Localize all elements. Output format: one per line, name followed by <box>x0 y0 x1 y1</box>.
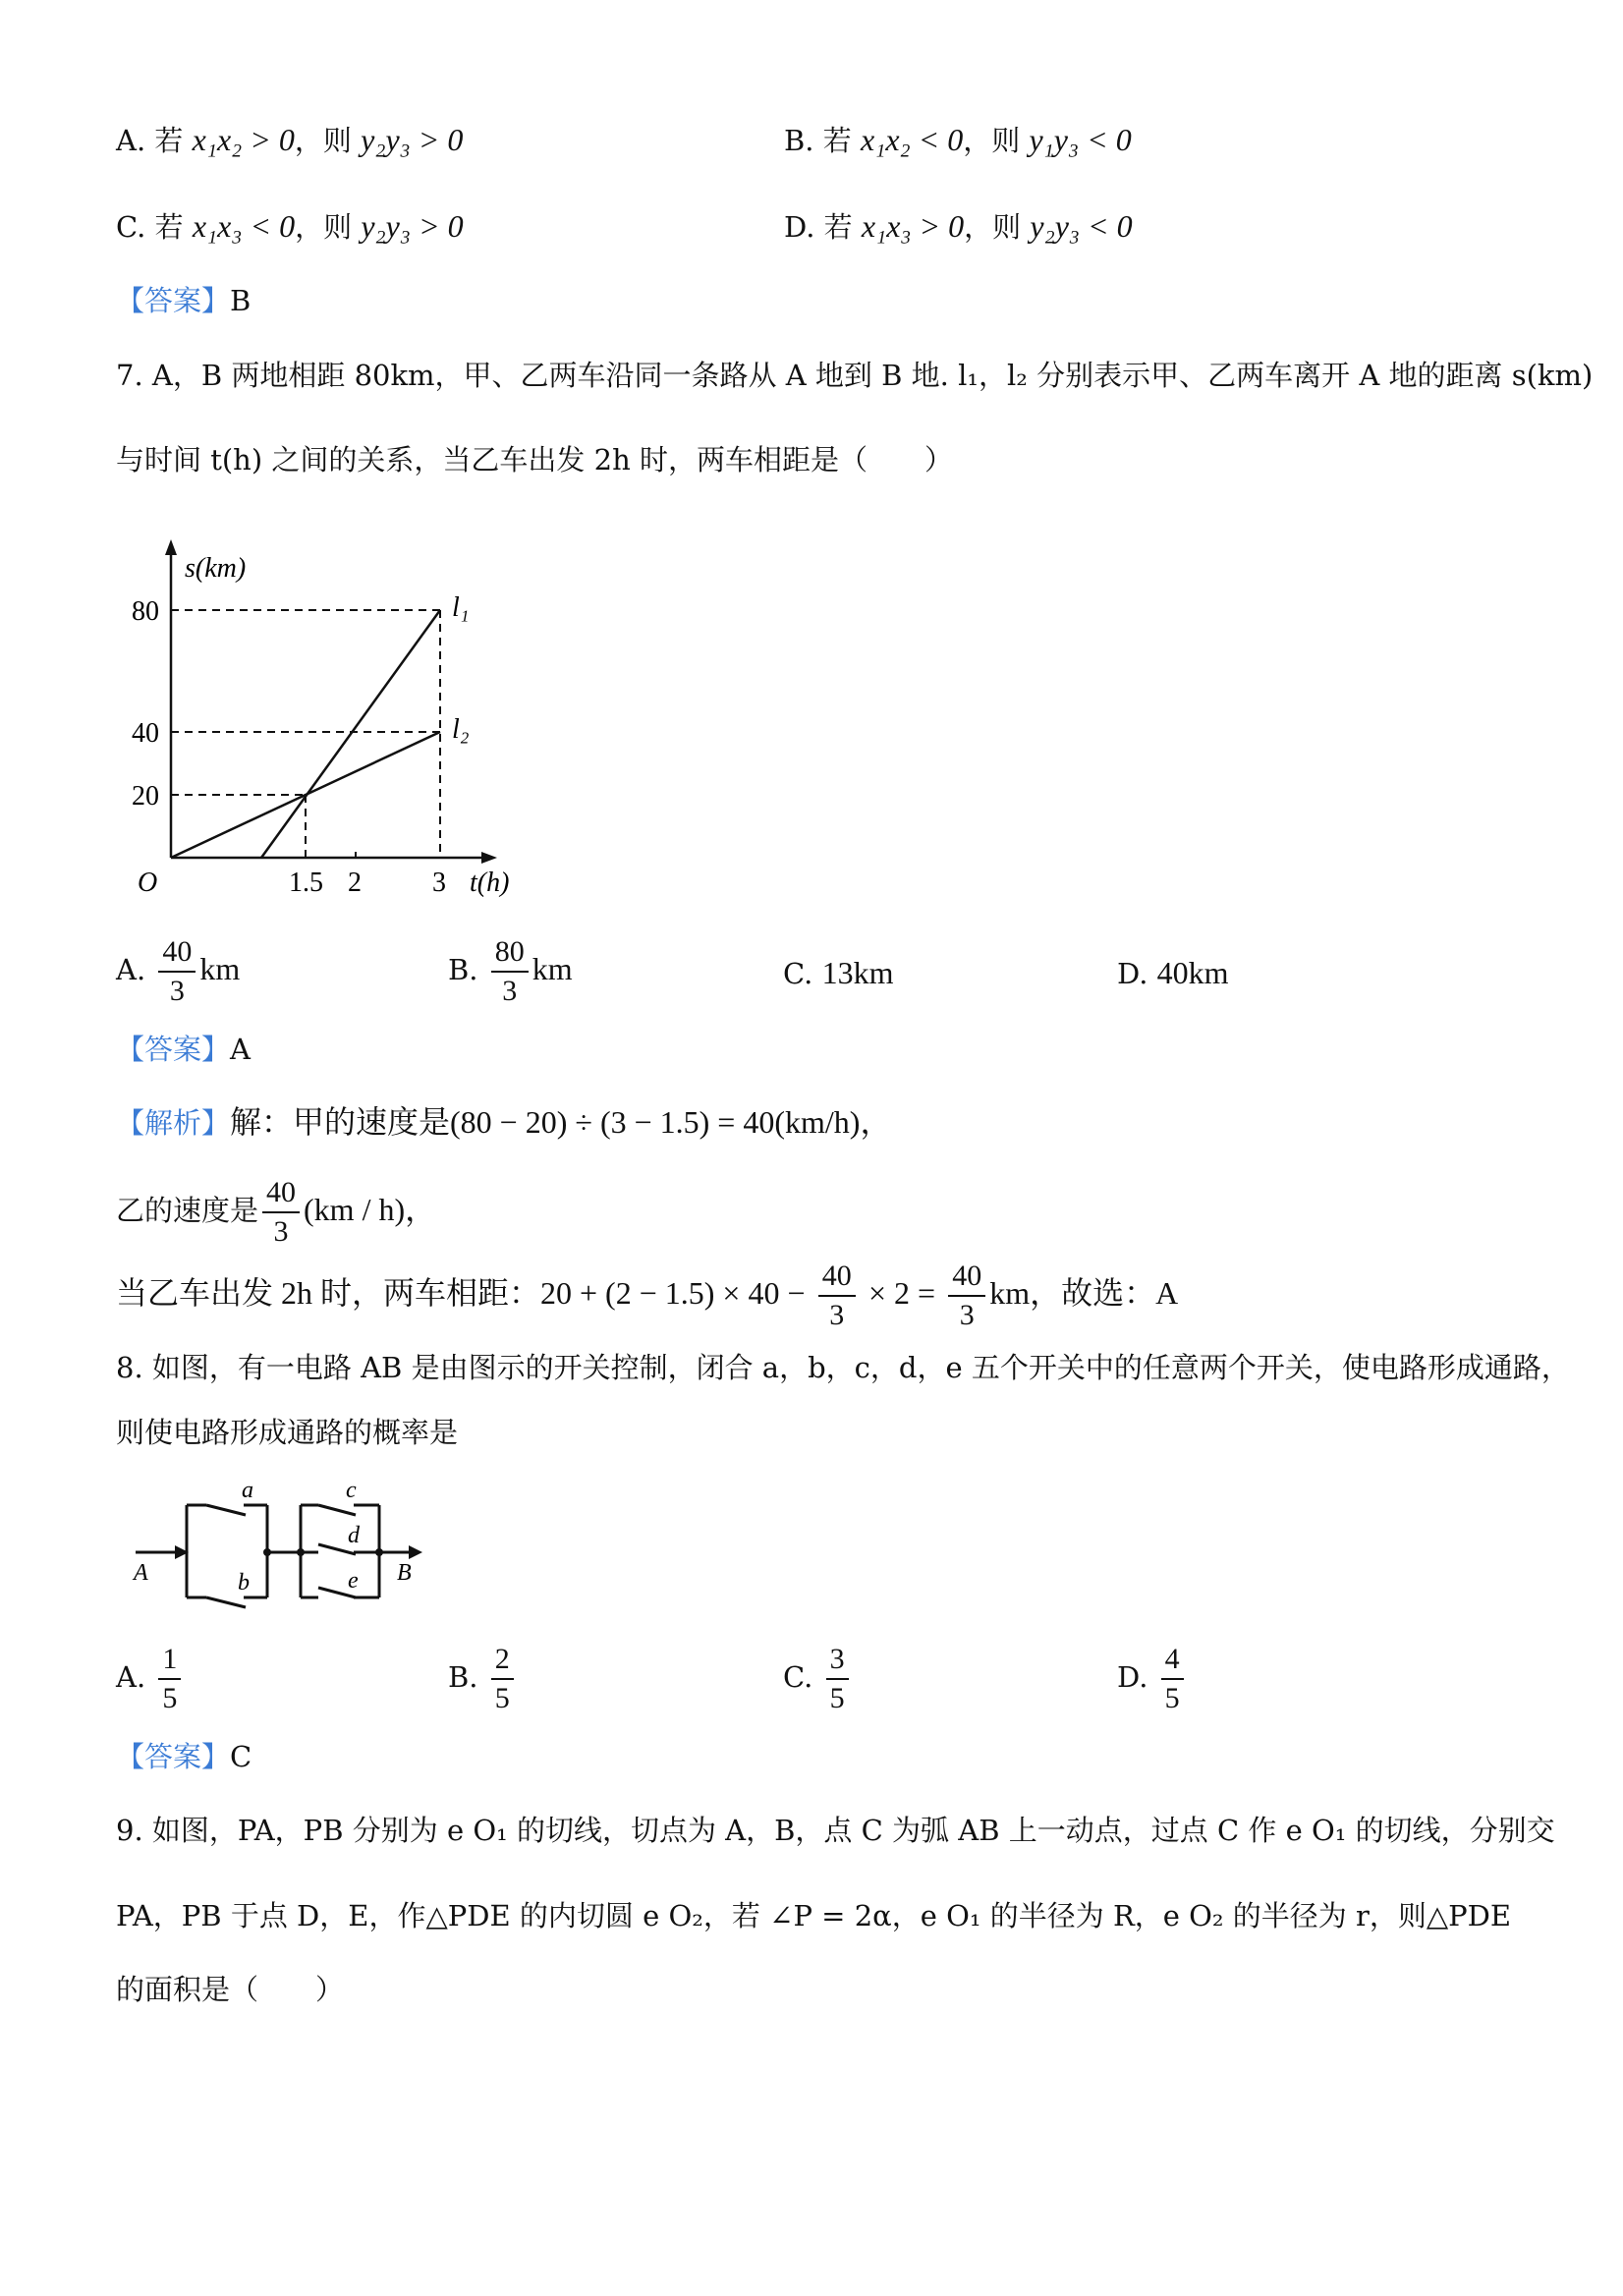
q7-option-c: C. 13km <box>783 955 894 990</box>
q6-option-a: A. 若 x₁x₂ > 0，则 y₂y₃ > 0 <box>116 122 464 157</box>
q8-option-c: C. $\frac{3}{5}$ <box>783 1641 853 1717</box>
terminal-b-label: B <box>397 1560 412 1586</box>
switch-a-label: a <box>242 1478 253 1503</box>
switch-d-label: d <box>348 1523 360 1548</box>
y-tick-40: 40 <box>132 718 159 749</box>
q7-stem-line1: 7. A，B 两地相距 80km，甲、乙两车沿同一条路从 A 地到 B 地. l₁，l₂ 分别表示甲、乙两车离开 A 地的距离 s(km) <box>116 359 1594 392</box>
origin-label: O <box>138 868 158 898</box>
q7-distance-time-graph <box>116 535 538 909</box>
q6-option-d: D. 若 x₁x₃ > 0，则 y₂y₃ < 0 <box>784 208 1133 244</box>
q8-circuit-diagram <box>128 1474 432 1611</box>
switch-b-label: b <box>238 1570 250 1596</box>
switch-c-label: c <box>346 1478 357 1503</box>
q9-stem-line1: 9. 如图，PA，PB 分别为 e O₁ 的切线，切点为 A，B，点 C 为弧 AB 上一动点，过点 C 作 e O₁ 的切线，分别交 <box>116 1814 1555 1847</box>
q8-option-a: A. $\frac{1}{5}$ <box>116 1641 185 1717</box>
q7-option-a: A. $\frac{40}{3}$ km <box>116 935 241 1007</box>
q6-option-b: B. 若 x₁x₂ < 0，则 y₁y₃ < 0 <box>784 122 1132 157</box>
x-tick-3: 3 <box>432 868 446 898</box>
line-label-l2: l₂ <box>452 714 470 745</box>
q7-analysis-line2: 乙的速度是 $\frac{40}{3}$ (km / h)， <box>116 1176 437 1248</box>
q7-stem-line2: 与时间 t(h) 之间的关系，当乙车出发 2h 时，两车相距是（ ） <box>116 443 953 476</box>
q9-stem-line3: 的面积是（ ） <box>116 1973 345 2006</box>
q6-answer: 【答案】B <box>116 284 252 317</box>
analysis-tag: 【解析】 <box>116 1106 231 1140</box>
y-tick-80: 80 <box>132 596 159 627</box>
y-tick-20: 20 <box>132 781 159 812</box>
q7-analysis-line3: 当乙车出发 2h 时，两车相距：20 + (2 − 1.5) × 40 − $\frac{40}{3}$ × 2 = $\frac{40}{3}$ km，故选：A <box>116 1260 1179 1331</box>
q8-answer: 【答案】C <box>116 1740 252 1773</box>
answer-tag: 【答案】 <box>116 1740 231 1773</box>
q8-option-b: B. $\frac{2}{5}$ <box>448 1641 518 1717</box>
q7-option-b: B. $\frac{80}{3}$ km <box>448 935 573 1007</box>
answer-tag: 【答案】 <box>116 284 231 317</box>
q7-answer: 【答案】A <box>116 1033 251 1066</box>
q7-option-d: D. 40km <box>1117 955 1229 990</box>
q8-stem-line2: 则使电路形成通路的概率是 <box>116 1416 459 1449</box>
x-tick-1-5: 1.5 <box>289 868 323 898</box>
q7-analysis-line1: 【解析】解：甲的速度是(80 − 20) ÷ (3 − 1.5) = 40(km/h)， <box>116 1104 892 1140</box>
terminal-a-label: A <box>134 1560 148 1586</box>
line-label-l1: l₁ <box>452 592 470 623</box>
answer-tag: 【答案】 <box>116 1033 231 1066</box>
x-axis-label: t(h) <box>470 868 510 898</box>
q8-option-d: D. $\frac{4}{5}$ <box>1117 1641 1188 1717</box>
q8-stem-line1: 8. 如图，有一电路 AB 是由图示的开关控制，闭合 a，b，c，d，e 五个开关中的任意两个开关，使电路形成通路， <box>116 1351 1570 1384</box>
q9-stem-line2: PA，PB 于点 D，E，作△PDE 的内切圆 e O₂，若 ∠P = 2α，e O₁ 的半径为 R，e O₂ 的半径为 r，则△PDE <box>116 1899 1512 1932</box>
y-axis-label: s(km) <box>185 553 247 584</box>
x-tick-2: 2 <box>348 868 362 898</box>
q6-option-c: C. 若 x₁x₃ < 0，则 y₂y₃ > 0 <box>116 208 464 244</box>
switch-e-label: e <box>348 1568 359 1594</box>
